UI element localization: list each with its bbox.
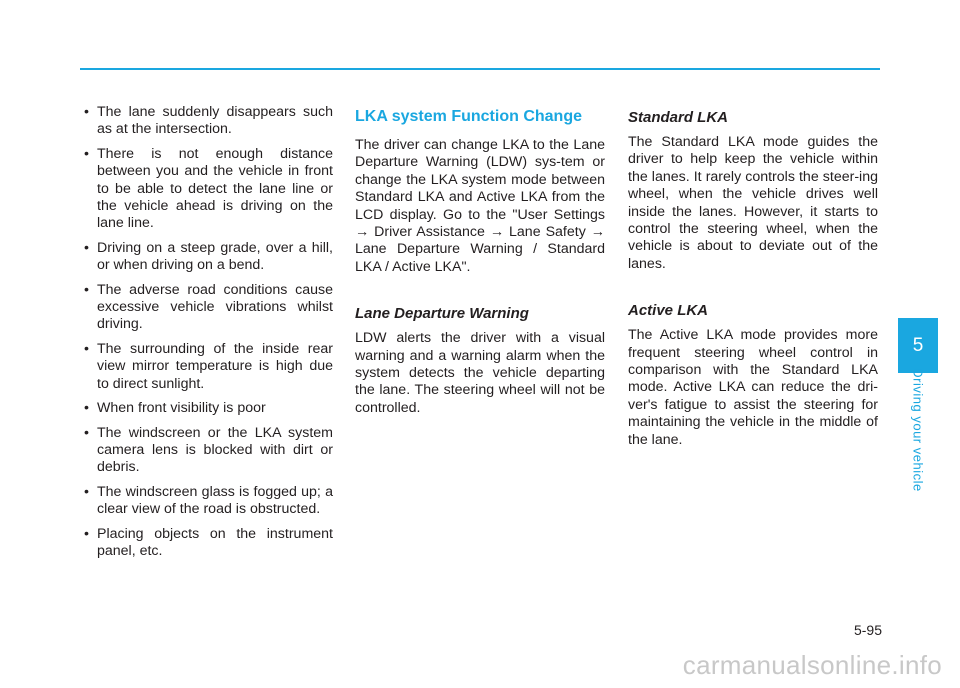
- list-item: • There is not enough distance between you and the vehicle in front to be able to detect the lane line or the vehicle ahead is driving on the lane line.: [83, 146, 333, 233]
- list-item: • When front visibility is poor: [83, 400, 333, 417]
- list-item: • The windscreen glass is fogged up; a clear view of the road is obstructed.: [83, 484, 333, 519]
- watermark: carmanualsonline.info: [682, 650, 942, 680]
- top-rule: [80, 68, 880, 70]
- sub-heading-ldw: Lane Departure Warning: [355, 305, 529, 323]
- list-item: • Driving on a steep grade, over a hill, or when driving on a bend.: [83, 240, 333, 275]
- list-item: • Placing objects on the instrument panel, etc.: [83, 526, 333, 561]
- column-1: [83, 104, 333, 567]
- sub-heading-standard-lka: Standard LKA: [628, 109, 729, 126]
- ldw-body: LDW alerts the driver with a visual warning and a warning alarm when the system detects the vehicle departing the lane. The steering wheel will not be controlled.: [355, 330, 605, 416]
- chapter-tab: 5: [898, 318, 938, 373]
- column-2: [355, 104, 605, 417]
- list-item: • The lane suddenly disappears such as at the intersection.: [83, 104, 333, 139]
- sub-heading-active-lka: Active LKA: [628, 302, 709, 320]
- page-number: 5-95: [853, 622, 882, 638]
- column-3: [628, 104, 878, 449]
- standard-lka-body: The Standard LKA mode guides the driver to help keep the vehicle within the lanes. It rarely controls the steer-ing wheel, when the vehicle drives well inside the lanes. However, it starts to control the steering wheel, when the vehicle is about to deviate out of the lanes.: [628, 134, 878, 272]
- active-lka-body: The Active LKA mode provides more frequent steering wheel control in comparison with the Standard LKA mode. Active LKA can reduce the dri-ver's fatigue to assist the steering for maintaining the vehicle in the middle of the lane.: [628, 327, 878, 448]
- list-item: • The surrounding of the inside rear view mirror temperature is high due to direct sunlight.: [83, 341, 333, 393]
- chapter-title: Driving your vehicle: [910, 368, 926, 492]
- list-item: • The adverse road conditions cause excessive vehicle vibrations whilst driving.: [83, 282, 333, 334]
- condition-list: [83, 104, 333, 560]
- section-body: The driver can change LKA to the Lane Departure Warning (LDW) sys-tem or change the LKA system mode between Standard LKA and Active LKA from the LCD display. Go to the "User Settings → Driver Assistance → Lane Safety → Lane Departure Warning / Standard LKA / Active LKA".: [355, 137, 605, 275]
- list-item: • The windscreen or the LKA system camera lens is blocked with dirt or debris.: [83, 425, 333, 477]
- section-heading: LKA system Function Change: [355, 108, 582, 125]
